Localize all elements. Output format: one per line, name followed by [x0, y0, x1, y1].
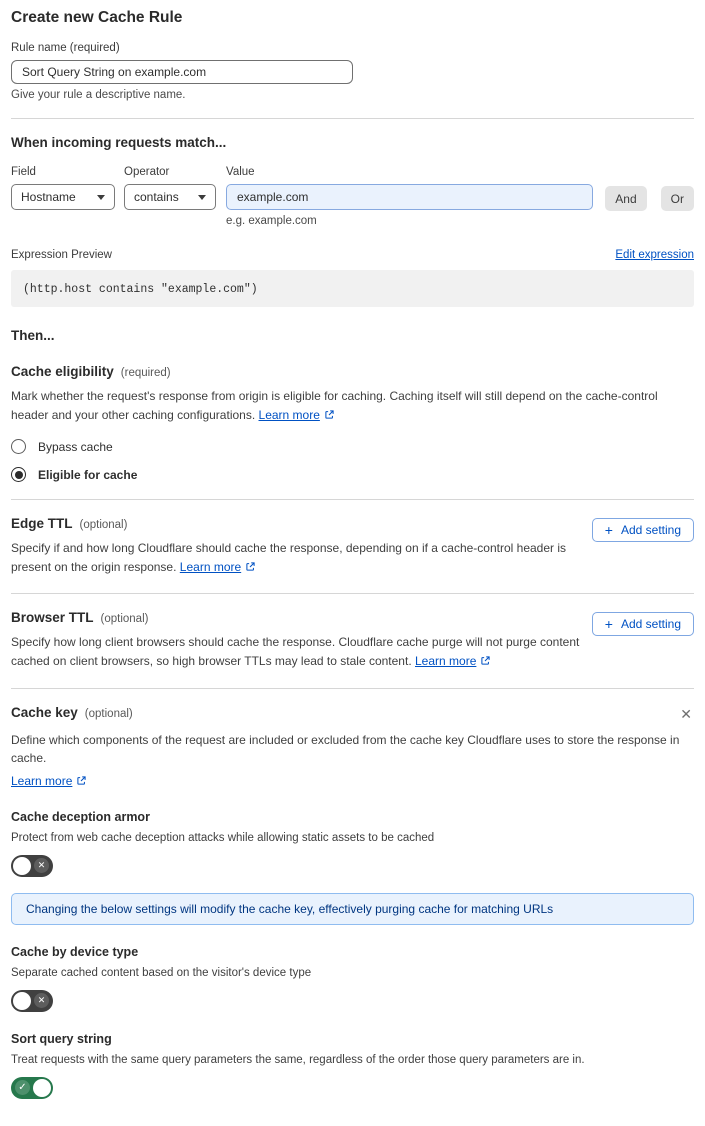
then-heading: Then... — [11, 328, 55, 343]
radio-eligible-for-cache[interactable] — [11, 467, 694, 482]
external-link-icon — [76, 775, 87, 786]
sort-query-string-toggle[interactable] — [11, 1077, 53, 1099]
x-icon: ✕ — [34, 993, 49, 1008]
external-link-icon — [245, 561, 256, 572]
rule-name-label: Rule name (required) — [11, 42, 120, 54]
field-label: Field — [11, 166, 36, 178]
x-icon: ✕ — [34, 858, 49, 873]
rule-name-hint: Give your rule a descriptive name. — [11, 89, 186, 101]
cache-eligibility-learn-more-link[interactable]: Learn more — [259, 408, 335, 422]
plus-icon: + — [604, 616, 613, 633]
value-hint: e.g. example.com — [226, 215, 317, 227]
page-title: Create new Cache Rule — [11, 9, 183, 26]
radio-bypass-cache[interactable] — [11, 439, 694, 454]
section-divider — [11, 688, 694, 689]
browser-ttl-learn-more-link[interactable]: Learn more — [415, 654, 491, 668]
expression-code-text: (http.host contains "example.com") — [23, 283, 258, 296]
edge-ttl-qualifier: (optional) — [79, 519, 128, 532]
match-heading: When incoming requests match... — [11, 135, 227, 150]
expression-preview-code — [11, 270, 694, 307]
edit-expression-link[interactable]: Edit expression — [615, 249, 694, 261]
radio-eligible-for-cache-label: Eligible for cache — [38, 467, 138, 482]
chevron-down-icon — [97, 195, 105, 200]
value-input[interactable] — [226, 184, 593, 210]
cache-eligibility-description: Mark whether the request's response from origin is eligible for caching. Caching itself will still depend on the cache-control header and your other caching configurations. Learn more — [11, 389, 658, 422]
browser-ttl-description: Specify how long client browsers should cache the response. Cloudflare cache purge will not purge content cached on client browsers, so high browser TTLs may lead to stale content. Learn more — [11, 635, 580, 668]
edge-ttl-learn-more-link[interactable]: Learn more — [180, 560, 256, 574]
toggle-knob — [33, 1079, 51, 1097]
plus-icon: + — [604, 522, 613, 539]
cache-key-warning-text: Changing the below settings will modify the cache key, effectively purging cache for matching URLs — [26, 901, 554, 916]
cache-key-section — [11, 705, 694, 1099]
edge-ttl-description: Specify if and how long Cloudflare should cache the response, depending on if a cache-control header is present on the origin response. Learn more — [11, 541, 567, 574]
sort-query-string-title: Sort query string — [11, 1031, 112, 1046]
chevron-down-icon — [198, 195, 206, 200]
cache-key-title: Cache key — [11, 704, 78, 720]
field-select[interactable] — [11, 184, 115, 210]
cache-deception-armor-toggle[interactable] — [11, 855, 53, 877]
browser-ttl-title: Browser TTL — [11, 610, 94, 626]
expression-preview-label: Expression Preview — [11, 249, 112, 261]
close-icon[interactable]: ✕ — [680, 705, 692, 722]
section-divider — [11, 499, 694, 500]
browser-ttl-qualifier: (optional) — [100, 613, 149, 626]
browser-ttl-section — [11, 610, 694, 670]
cache-eligibility-section — [11, 364, 694, 482]
cache-by-device-type-description: Separate cached content based on the visitor's device type — [11, 966, 312, 979]
rule-name-input[interactable] — [11, 60, 353, 84]
operator-label: Operator — [124, 166, 170, 178]
cache-eligibility-qualifier: (required) — [120, 367, 171, 379]
edge-ttl-section — [11, 516, 694, 576]
radio-circle-unchecked — [11, 439, 26, 454]
operator-select-value: contains — [134, 190, 179, 204]
cache-key-qualifier: (optional) — [84, 707, 133, 720]
cache-key-learn-more-link[interactable]: Learn more — [11, 774, 87, 788]
radio-circle-checked — [11, 467, 26, 482]
and-button[interactable]: And — [605, 186, 646, 211]
match-section — [11, 135, 694, 307]
section-divider — [11, 118, 694, 119]
toggle-knob — [13, 857, 31, 875]
cache-by-device-type-title: Cache by device type — [11, 944, 139, 959]
external-link-icon — [480, 655, 491, 666]
cache-deception-armor-title: Cache deception armor — [11, 809, 150, 824]
section-divider — [11, 593, 694, 594]
sort-query-string-description: Treat requests with the same query parameters the same, regardless of the order those query parameters are in. — [11, 1053, 585, 1066]
cache-key-warning-banner — [11, 893, 694, 925]
cache-by-device-type-toggle[interactable] — [11, 990, 53, 1012]
browser-ttl-add-setting-button[interactable]: + Add setting — [592, 612, 694, 636]
check-icon: ✓ — [15, 1080, 30, 1095]
cache-key-description: Define which components of the request are included or excluded from the cache key Cloudflare uses to store the response in cache. — [11, 732, 680, 766]
radio-bypass-cache-label: Bypass cache — [38, 439, 113, 454]
value-label: Value — [226, 166, 255, 178]
cache-eligibility-title: Cache eligibility — [11, 364, 114, 379]
cache-deception-armor-description: Protect from web cache deception attacks while allowing static assets to be cached — [11, 831, 435, 844]
or-button[interactable]: Or — [661, 186, 694, 211]
edge-ttl-title: Edge TTL — [11, 516, 73, 532]
operator-select[interactable] — [124, 184, 216, 210]
rule-name-section — [11, 42, 694, 101]
toggle-knob — [13, 992, 31, 1010]
field-select-value: Hostname — [21, 190, 76, 204]
external-link-icon — [324, 409, 335, 420]
edge-ttl-add-setting-button[interactable]: + Add setting — [592, 518, 694, 542]
